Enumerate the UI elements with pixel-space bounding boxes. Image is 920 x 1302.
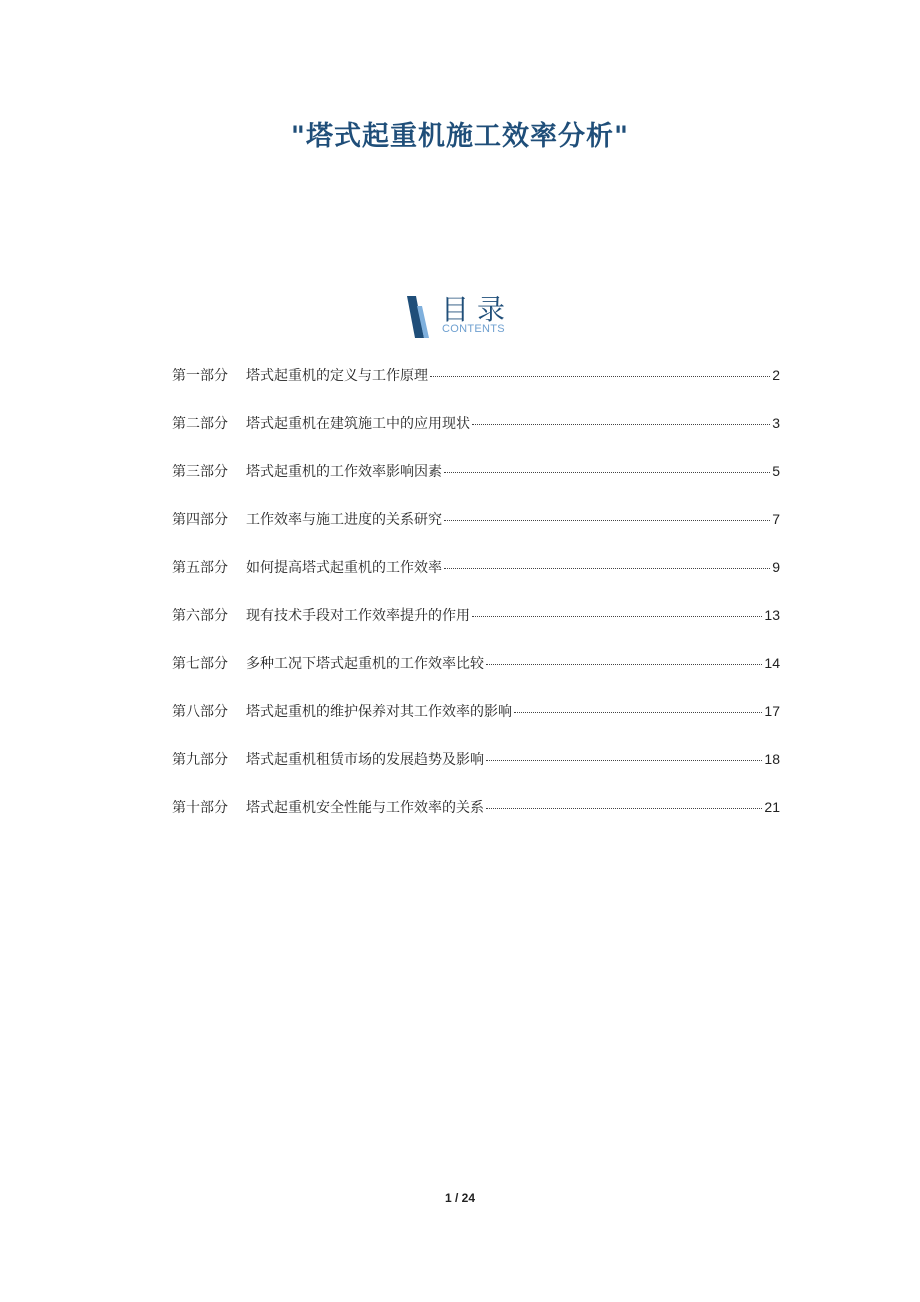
toc-dot-leader <box>444 520 770 521</box>
toc-part-label: 第五部分 <box>172 560 228 576</box>
toc-entry-title: 现有技术手段对工作效率提升的作用 <box>246 608 470 624</box>
toc-part-label: 第三部分 <box>172 464 228 480</box>
toc-part-label: 第四部分 <box>172 512 228 528</box>
toc-part-label: 第九部分 <box>172 752 228 768</box>
toc-dot-leader <box>444 472 770 473</box>
toc-page-number: 14 <box>764 655 780 671</box>
page-indicator: 1 / 24 <box>444 1191 476 1205</box>
toc-entry-title: 塔式起重机的定义与工作原理 <box>246 368 428 384</box>
toc-entry-6[interactable] <box>172 605 780 653</box>
toc-entry-title: 塔式起重机在建筑施工中的应用现状 <box>246 416 470 432</box>
toc-entry-title: 多种工况下塔式起重机的工作效率比较 <box>246 656 484 672</box>
toc-entry-8[interactable] <box>172 701 780 749</box>
toc-page-number: 3 <box>772 415 780 431</box>
toc-part-label: 第二部分 <box>172 416 228 432</box>
contents-title: 目录 <box>441 293 514 326</box>
toc-dot-leader <box>486 664 762 665</box>
toc-entry-2[interactable] <box>172 413 780 461</box>
toc-dot-leader <box>444 568 770 569</box>
contents-subtitle: CONTENTS <box>442 323 505 335</box>
toc-part-label: 第七部分 <box>172 656 228 672</box>
toc-part-label: 第一部分 <box>172 368 228 384</box>
toc-page-number: 5 <box>772 463 780 479</box>
contents-bookmark-icon <box>405 296 431 338</box>
toc-entry-4[interactable] <box>172 509 780 557</box>
toc-part-label: 第十部分 <box>172 800 228 816</box>
toc-entry-1[interactable] <box>172 365 780 413</box>
toc-page-number: 7 <box>772 511 780 527</box>
toc-entry-title: 塔式起重机的工作效率影响因素 <box>246 464 442 480</box>
toc-entry-10[interactable] <box>172 797 780 845</box>
toc-entry-7[interactable] <box>172 653 780 701</box>
toc-entry-title: 如何提高塔式起重机的工作效率 <box>246 560 442 576</box>
toc-dot-leader <box>514 712 762 713</box>
toc-dot-leader <box>430 376 770 377</box>
table-of-contents <box>172 365 780 845</box>
toc-page-number: 18 <box>764 751 780 767</box>
toc-entry-title: 塔式起重机租赁市场的发展趋势及影响 <box>246 752 484 768</box>
toc-part-label: 第八部分 <box>172 704 228 720</box>
toc-dot-leader <box>486 808 762 809</box>
toc-dot-leader <box>472 616 762 617</box>
contents-heading <box>405 292 535 340</box>
toc-entry-9[interactable] <box>172 749 780 797</box>
toc-page-number: 9 <box>772 559 780 575</box>
toc-page-number: 17 <box>764 703 780 719</box>
toc-page-number: 21 <box>764 799 780 815</box>
toc-entry-title: 塔式起重机的维护保养对其工作效率的影响 <box>246 704 512 720</box>
toc-page-number: 2 <box>772 367 780 383</box>
document-title: "塔式起重机施工效率分析" <box>290 121 630 152</box>
toc-entry-title: 工作效率与施工进度的关系研究 <box>246 512 442 528</box>
toc-part-label: 第六部分 <box>172 608 228 624</box>
toc-entry-title: 塔式起重机安全性能与工作效率的关系 <box>246 800 484 816</box>
toc-dot-leader <box>486 760 762 761</box>
toc-entry-5[interactable] <box>172 557 780 605</box>
toc-dot-leader <box>472 424 770 425</box>
toc-page-number: 13 <box>764 607 780 623</box>
toc-entry-3[interactable] <box>172 461 780 509</box>
